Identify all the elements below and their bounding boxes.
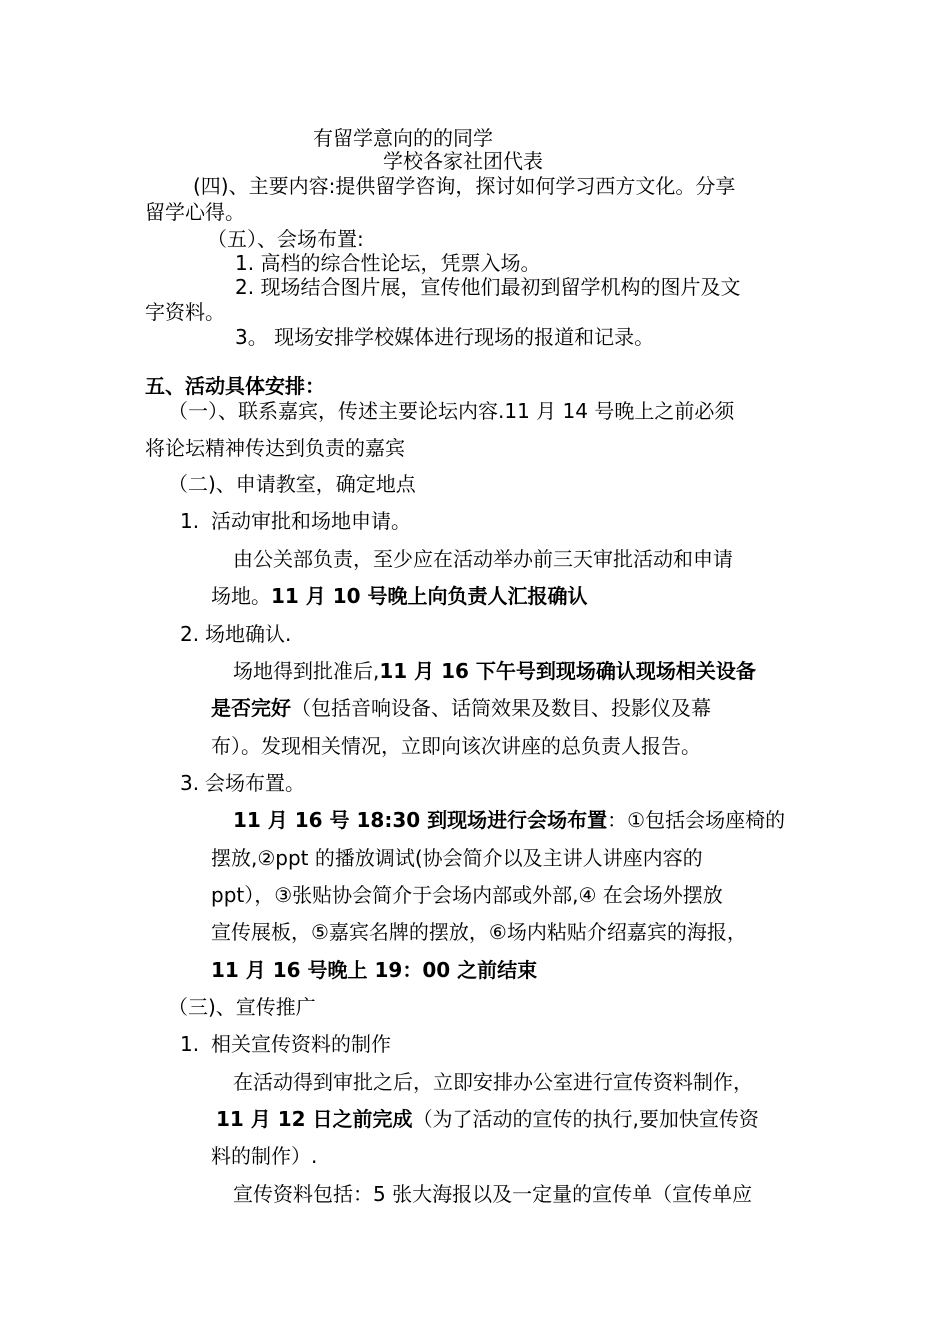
list-item-body: 在活动得到审批之后，立即安排办公室进行宣传资料制作， xyxy=(233,1070,753,1094)
text-span: 场地得到批准后, xyxy=(233,659,380,683)
bold-text-span: 是否完好 xyxy=(211,696,291,720)
list-item-body: ppt），③张贴协会简介于会场内部或外部,④ 在会场外摆放 xyxy=(211,883,723,907)
list-number: 2. xyxy=(180,622,200,646)
venue-item-1: 1. 高档的综合性论坛，凭票入场。 xyxy=(235,251,541,275)
bold-text-span: 11 月 16 下午号到现场确认现场相关设备 xyxy=(379,659,756,683)
list-item-body: 11 月 16 号晚上 19：00 之前结束 xyxy=(211,958,538,982)
list-item-body: 宣传展板，⑤嘉宾名牌的摆放，⑥场内粘贴介绍嘉宾的海报， xyxy=(211,920,747,944)
text-span: 场地。 xyxy=(211,584,271,608)
list-number: 1. xyxy=(180,509,200,533)
list-number: 3. xyxy=(180,771,200,795)
bold-text-span: 11 月 16 号 18:30 到现场进行会场布置 xyxy=(233,808,608,832)
list-item-body: 由公关部负责，至少应在活动举办前三天审批活动和申请 xyxy=(233,547,733,571)
list-number: 1. xyxy=(180,1032,200,1056)
list-item-body xyxy=(233,807,785,833)
bold-text-span: 11 月 12 日之前完成 xyxy=(216,1107,413,1131)
paragraph-1-line-1: （一）、联系嘉宾，传述主要论坛内容.11 月 14 号晚上之前必须 xyxy=(168,399,735,423)
section-heading: 五、活动具体安排： xyxy=(145,374,325,398)
list-item-body: 料的制作）. xyxy=(211,1144,318,1168)
text-span: （包括音响设备、话筒效果及数目、投影仪及幕 xyxy=(291,696,711,720)
main-content-line-2: 留学心得。 xyxy=(145,200,245,224)
list-item-title: 场地确认. xyxy=(205,622,292,646)
list-item-body xyxy=(233,658,756,684)
list-item-body xyxy=(211,695,711,721)
audience-line-1: 有留学意向的的同学 xyxy=(313,126,493,150)
venue-heading: （五）、会场布置: xyxy=(207,227,364,251)
list-item-title: 相关宣传资料的制作 xyxy=(211,1032,391,1056)
list-item-body: 布）。发现相关情况，立即向该次讲座的总负责人报告。 xyxy=(211,734,701,758)
subsection-3-heading: （三)、宣传推广 xyxy=(168,995,316,1019)
text-span: ：①包括会场座椅的 xyxy=(607,808,786,832)
text-span: （为了活动的宣传的执行,要加快宣传资 xyxy=(412,1107,759,1131)
venue-item-3: 3。 现场安排学校媒体进行现场的报道和记录。 xyxy=(235,325,655,349)
subsection-2-heading: （二)、申请教室，确定地点 xyxy=(168,472,416,496)
list-item-body: 摆放,②ppt 的播放调试(协会简介以及主讲人讲座内容的 xyxy=(211,846,703,870)
list-item-body xyxy=(216,1106,759,1132)
list-item-body: 宣传资料包括：5 张大海报以及一定量的宣传单（宣传单应 xyxy=(233,1182,753,1206)
list-item-title: 活动审批和场地申请。 xyxy=(211,509,411,533)
venue-item-2-line-2: 字资料。 xyxy=(145,300,225,324)
main-content-line-1: (四)、主要内容:提供留学咨询，探讨如何学习西方文化。分享 xyxy=(193,174,736,198)
list-item-title: 会场布置。 xyxy=(205,771,305,795)
bold-text-span: 11 月 10 号晚上向负责人汇报确认 xyxy=(271,584,588,608)
audience-line-2: 学校各家社团代表 xyxy=(383,149,543,173)
paragraph-1-line-2: 将论坛精神传达到负责的嘉宾 xyxy=(145,436,405,460)
venue-item-2-line-1: 2. 现场结合图片展，宣传他们最初到留学机构的图片及文 xyxy=(235,275,741,299)
list-item-body xyxy=(211,583,588,609)
